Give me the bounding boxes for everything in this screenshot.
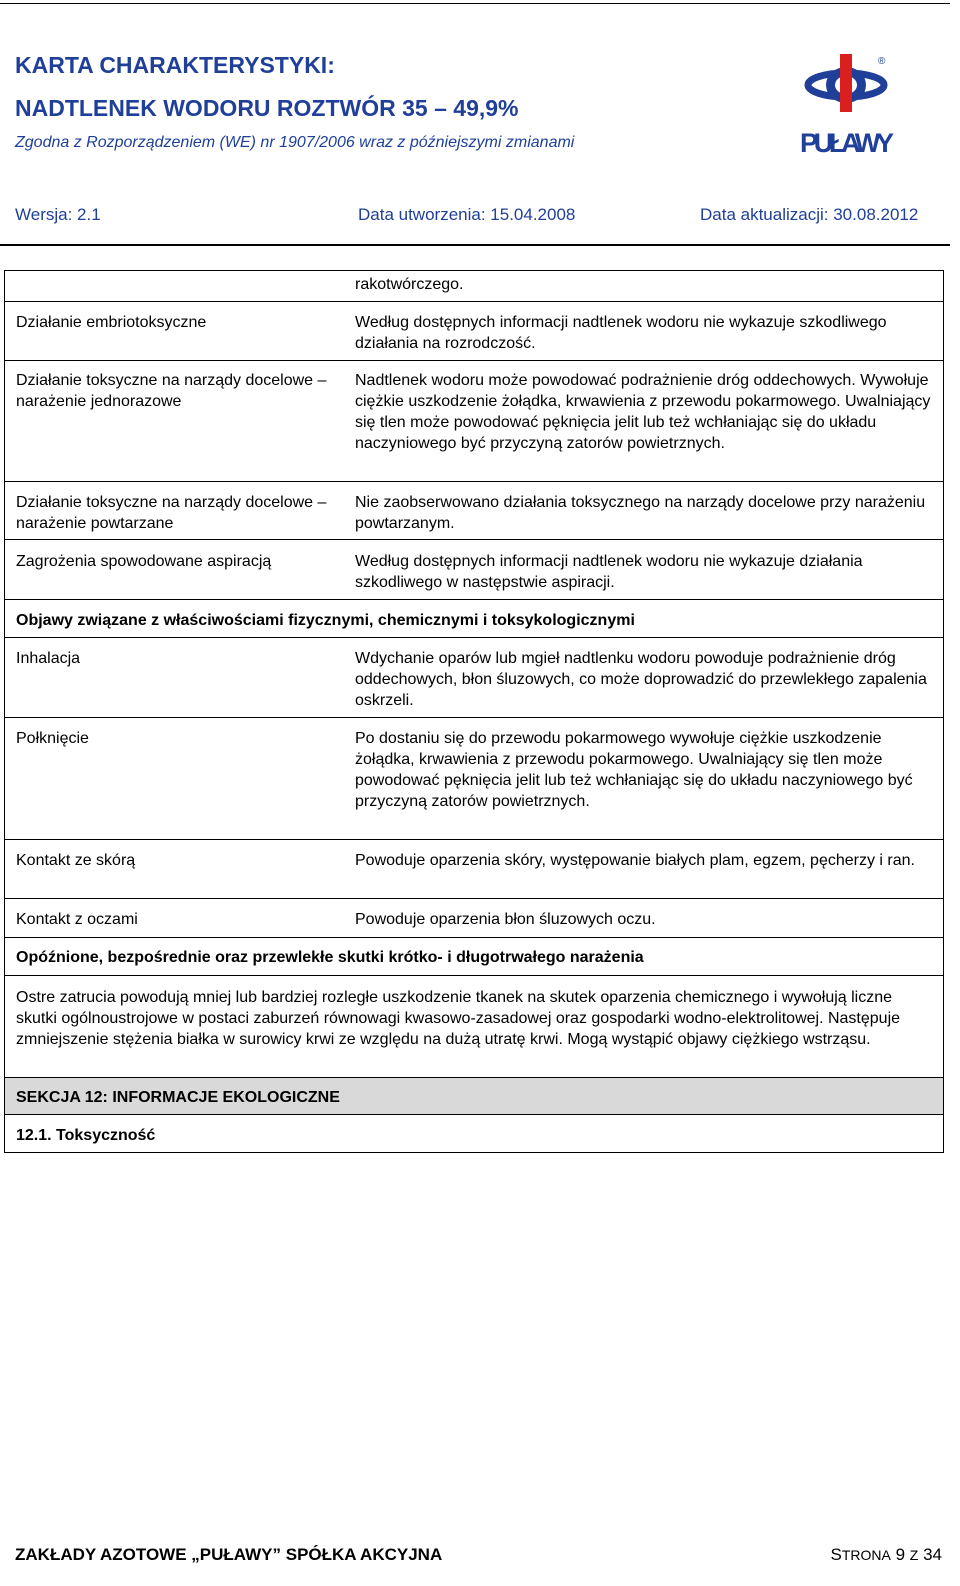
cell-label: Kontakt ze skórą <box>16 852 136 869</box>
footer-company: ZAKŁADY AZOTOWE „PUŁAWY” SPÓŁKA AKCYJNA <box>15 1545 443 1564</box>
row-divider <box>5 637 943 638</box>
page-number: STRONA 9 Z 34 <box>830 1545 942 1564</box>
cell-text: Według dostępnych informacji nadtlenek wodoru nie wykazuje szkodliwego działania na rozrodczość. <box>355 314 887 352</box>
symptoms-heading: Objawy związane z właściwościami fizycznymi, chemicznymi i toksykologicznymi <box>16 612 635 629</box>
top-rule <box>0 3 950 4</box>
cell-text: Nadtlenek wodoru może powodować podrażnienie dróg oddechowych. Wywołuje ciężkie uszkodzenie żołądka, krwawienia z przewodu pokarmowego. Uwalniający się tlen może powodować pęknięcia jelit lub też wchłaniając się do układu naczyniowego być przyczyną zatorów powietrznych. <box>355 372 931 452</box>
delayed-effects-heading: Opóźnione, bezpośrednie oraz przewlekłe skutki krótko- i długotrwałego narażenia <box>16 949 644 966</box>
cell-text: Po dostaniu się do przewodu pokarmowego wywołuje ciężkie uszkodzenie żołądka, krwawienia z przewodu pokarmowego. Uwalniający się tlen może powodować pęknięcia jelit lub też wchłaniając się do układu naczyniowego być przyczyną zatorów powietrznych. <box>355 730 913 810</box>
cell-label: Inhalacja <box>16 650 81 667</box>
cell-text: rakotwórczego. <box>355 276 464 293</box>
version-label: Wersja: 2.1 <box>15 205 101 224</box>
substance-name: NADTLENEK WODORU ROZTWÓR 35 – 49,9% <box>15 95 519 121</box>
created-date: Data utworzenia: 15.04.2008 <box>358 205 576 224</box>
row-divider <box>5 839 943 840</box>
cell-text: Nie zaobserwowano działania toksycznego na narządy docelowe przy narażeniu powtarzanym. <box>355 494 926 532</box>
row-divider <box>5 717 943 718</box>
section-12-heading: SEKCJA 12: INFORMACJE EKOLOGICZNE <box>16 1089 340 1106</box>
cell-text: Powoduje oparzenia skóry, występowanie białych plam, egzem, pęcherzy i ran. <box>355 852 915 869</box>
row-divider <box>5 539 943 540</box>
regulation-note: Zgodna z Rozporządzeniem (WE) nr 1907/2006 wraz z późniejszymi zmianami <box>15 134 575 151</box>
row-divider <box>5 599 943 600</box>
pulawy-logo <box>800 52 900 162</box>
delayed-effects-text: Ostre zatrucia powodują mniej lub bardziej rozległe uszkodzenie tkanek na skutek oparzenia chemicznego i wywołują liczne skutki ogólnoustrojowe w postaci zaburzeń równowagi kwasowo-zasadowej oraz gospodarki wodno-elektrolitowej. Następuje zmniejszenie stężenia białka w surowicy krwi ze względu na dużą utratę krwi. Mogą wystąpić objawy ciężkiego wstrząsu. <box>16 989 901 1048</box>
content-table <box>4 270 944 1153</box>
pulawy-logo-mark <box>800 52 900 162</box>
cell-label: Działanie toksyczne na narządy docelowe – narażenie jednorazowe <box>16 372 327 410</box>
row-divider <box>5 301 943 302</box>
cell-label: Zagrożenia spowodowane aspiracją <box>16 553 272 570</box>
cell-label: Działanie toksyczne na narządy docelowe – narażenie powtarzane <box>16 494 327 532</box>
cell-label: Kontakt z oczami <box>16 911 138 928</box>
updated-date: Data aktualizacji: 30.08.2012 <box>700 205 919 224</box>
row-divider <box>5 975 943 976</box>
cell-text: Według dostępnych informacji nadtlenek wodoru nie wykazuje działania szkodliwego w następstwie aspiracji. <box>355 553 863 591</box>
subsection-toxicity: 12.1. Toksyczność <box>16 1127 156 1144</box>
row-divider <box>5 360 943 361</box>
row-divider <box>5 898 943 899</box>
cell-text: Powoduje oparzenia błon śluzowych oczu. <box>355 911 656 928</box>
row-divider <box>5 1114 943 1115</box>
row-divider <box>5 937 943 938</box>
cell-label: Połknięcie <box>16 730 89 747</box>
svg-text:®: ® <box>878 56 886 67</box>
cell-label: Działanie embriotoksyczne <box>16 314 207 331</box>
header-rule <box>0 244 950 246</box>
row-divider <box>5 481 943 482</box>
logo-wordmark: PUŁAWY <box>800 128 894 158</box>
cell-text: Wdychanie oparów lub mgieł nadtlenku wodoru powoduje podrażnienie dróg oddechowych, błon śluzowych, co może doprowadzić do przewlekłego zapalenia oskrzeli. <box>355 650 927 709</box>
document-title: KARTA CHARAKTERYSTYKI: <box>15 52 335 78</box>
